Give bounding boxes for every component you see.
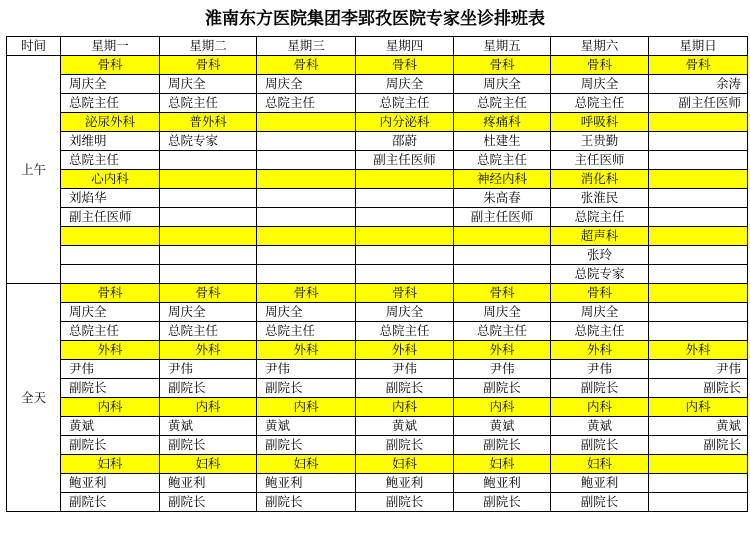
schedule-cell [356,208,454,227]
department-row [7,170,748,189]
schedule-cell: 副院长 [356,436,454,455]
schedule-cell: 副院长 [454,436,551,455]
table-row [7,493,748,512]
schedule-body [7,56,748,512]
department-cell [356,227,454,246]
department-cell: 骨科 [257,56,356,75]
header-thursday: 星期四 [356,37,454,56]
schedule-cell [649,303,748,322]
department-cell: 内科 [257,398,356,417]
department-cell: 妇科 [160,455,257,474]
schedule-cell: 鲍亚利 [551,474,649,493]
department-cell [649,284,748,303]
department-cell: 骨科 [356,56,454,75]
schedule-cell [257,189,356,208]
schedule-cell: 鲍亚利 [257,474,356,493]
table-row [7,474,748,493]
schedule-cell: 副院长 [454,493,551,512]
schedule-cell: 尹伟 [61,360,160,379]
schedule-cell: 总院主任 [257,322,356,341]
table-row [7,189,748,208]
schedule-cell: 尹伟 [649,360,748,379]
schedule-cell: 刘维明 [61,132,160,151]
schedule-cell: 副院长 [649,379,748,398]
department-cell: 骨科 [551,284,649,303]
schedule-cell [356,265,454,284]
schedule-cell: 周庆全 [257,303,356,322]
header-row [7,37,748,56]
schedule-cell: 副院长 [454,379,551,398]
schedule-cell [160,265,257,284]
department-row [7,56,748,75]
schedule-cell: 邵蔚 [356,132,454,151]
department-cell: 骨科 [160,284,257,303]
schedule-cell: 黄斌 [649,417,748,436]
department-cell: 外科 [160,341,257,360]
table-row [7,208,748,227]
schedule-cell [356,246,454,265]
department-cell: 消化科 [551,170,649,189]
department-cell [649,455,748,474]
department-cell [160,170,257,189]
schedule-cell: 鲍亚利 [356,474,454,493]
schedule-cell: 总院主任 [551,208,649,227]
department-cell [649,113,748,132]
department-cell [454,227,551,246]
department-cell [61,227,160,246]
schedule-cell: 总院主任 [61,322,160,341]
schedule-cell [257,208,356,227]
schedule-cell: 尹伟 [257,360,356,379]
schedule-cell [649,151,748,170]
department-cell [160,227,257,246]
department-cell: 外科 [257,341,356,360]
schedule-cell: 鲍亚利 [160,474,257,493]
schedule-cell: 总院主任 [160,94,257,113]
table-row [7,132,748,151]
department-cell: 外科 [356,341,454,360]
schedule-cell: 黄斌 [61,417,160,436]
department-cell: 内分泌科 [356,113,454,132]
schedule-cell [649,132,748,151]
department-cell: 骨科 [649,56,748,75]
schedule-cell: 总院主任 [551,322,649,341]
header-time: 时间 [7,37,61,56]
schedule-cell: 总院主任 [551,94,649,113]
schedule-cell: 周庆全 [160,75,257,94]
schedule-cell: 总院主任 [160,322,257,341]
department-cell: 疼痛科 [454,113,551,132]
schedule-cell: 张玲 [551,246,649,265]
schedule-cell: 副院长 [551,493,649,512]
schedule-cell: 副院长 [551,379,649,398]
schedule-cell [257,246,356,265]
schedule-cell: 副院长 [160,493,257,512]
schedule-cell: 总院主任 [454,151,551,170]
table-row [7,94,748,113]
header-wednesday: 星期三 [257,37,356,56]
schedule-cell: 周庆全 [551,303,649,322]
table-row [7,265,748,284]
session-label: 全天 [7,284,61,512]
department-cell: 外科 [551,341,649,360]
table-row [7,303,748,322]
schedule-cell [160,189,257,208]
schedule-cell: 黄斌 [257,417,356,436]
schedule-cell [649,474,748,493]
schedule-cell: 总院主任 [257,94,356,113]
schedule-cell [454,246,551,265]
department-cell: 妇科 [551,455,649,474]
header-monday: 星期一 [61,37,160,56]
department-row [7,284,748,303]
department-cell: 骨科 [454,284,551,303]
department-row [7,398,748,417]
schedule-cell: 副院长 [61,493,160,512]
department-cell [257,227,356,246]
schedule-cell [61,265,160,284]
schedule-cell: 尹伟 [356,360,454,379]
department-cell: 妇科 [454,455,551,474]
schedule-cell [649,265,748,284]
schedule-cell: 周庆全 [454,303,551,322]
header-sunday: 星期日 [649,37,748,56]
department-cell: 神经内科 [454,170,551,189]
schedule-cell [160,208,257,227]
department-cell [257,170,356,189]
table-row [7,417,748,436]
schedule-cell [356,189,454,208]
schedule-cell: 副院长 [257,379,356,398]
schedule-cell: 副院长 [61,379,160,398]
schedule-cell: 副院长 [551,436,649,455]
department-cell: 内科 [551,398,649,417]
schedule-cell: 副主任医师 [649,94,748,113]
schedule-cell: 黄斌 [160,417,257,436]
schedule-cell: 杜建生 [454,132,551,151]
schedule-cell: 总院主任 [356,322,454,341]
department-cell: 妇科 [356,455,454,474]
department-cell: 外科 [61,341,160,360]
department-cell: 妇科 [257,455,356,474]
session-label: 上午 [7,56,61,284]
department-row [7,341,748,360]
department-cell [356,170,454,189]
schedule-cell: 鲍亚利 [454,474,551,493]
department-cell: 内科 [356,398,454,417]
department-cell: 骨科 [61,56,160,75]
schedule-cell: 周庆全 [356,75,454,94]
department-cell [649,170,748,189]
schedule-cell [160,246,257,265]
header-saturday: 星期六 [551,37,649,56]
schedule-cell: 副院长 [356,493,454,512]
schedule-table [6,36,748,512]
schedule-cell [257,265,356,284]
table-row [7,436,748,455]
schedule-cell: 副院长 [160,379,257,398]
department-row [7,113,748,132]
schedule-cell: 总院主任 [454,322,551,341]
department-cell: 外科 [649,341,748,360]
department-cell [257,113,356,132]
schedule-cell: 黄斌 [356,417,454,436]
department-cell: 骨科 [551,56,649,75]
schedule-cell: 刘焰华 [61,189,160,208]
schedule-cell [257,132,356,151]
schedule-cell [257,151,356,170]
schedule-cell [61,246,160,265]
table-row [7,379,748,398]
schedule-cell: 副主任医师 [61,208,160,227]
schedule-cell [649,493,748,512]
schedule-cell: 黄斌 [551,417,649,436]
schedule-cell: 余涛 [649,75,748,94]
department-cell: 泌尿外科 [61,113,160,132]
schedule-cell: 总院专家 [551,265,649,284]
schedule-cell: 副院长 [356,379,454,398]
department-cell: 内科 [61,398,160,417]
table-row [7,246,748,265]
schedule-cell: 主任医师 [551,151,649,170]
page-title: 淮南东方医院集团李郢孜医院专家坐诊排班表 [205,9,545,29]
schedule-cell [454,265,551,284]
department-row [7,455,748,474]
schedule-cell: 尹伟 [551,360,649,379]
department-cell: 内科 [454,398,551,417]
department-cell: 内科 [160,398,257,417]
schedule-cell: 尹伟 [160,360,257,379]
schedule-cell: 周庆全 [257,75,356,94]
department-row [7,227,748,246]
table-row [7,360,748,379]
schedule-cell: 王贵勤 [551,132,649,151]
schedule-cell [649,189,748,208]
schedule-cell: 周庆全 [160,303,257,322]
department-cell: 骨科 [454,56,551,75]
schedule-cell: 黄斌 [454,417,551,436]
schedule-cell: 周庆全 [454,75,551,94]
schedule-cell: 周庆全 [356,303,454,322]
schedule-cell: 总院主任 [356,94,454,113]
schedule-cell: 总院主任 [454,94,551,113]
department-cell: 骨科 [61,284,160,303]
department-cell: 骨科 [160,56,257,75]
schedule-cell [649,246,748,265]
department-cell [649,227,748,246]
table-row [7,151,748,170]
department-cell: 呼吸科 [551,113,649,132]
schedule-cell [649,208,748,227]
schedule-cell [160,151,257,170]
department-cell: 内科 [649,398,748,417]
header-friday: 星期五 [454,37,551,56]
schedule-cell: 总院主任 [61,94,160,113]
schedule-cell: 周庆全 [61,75,160,94]
schedule-cell: 副院长 [61,436,160,455]
header-tuesday: 星期二 [160,37,257,56]
schedule-cell: 副主任医师 [454,208,551,227]
schedule-cell: 总院专家 [160,132,257,151]
department-cell: 妇科 [61,455,160,474]
schedule-cell: 总院主任 [61,151,160,170]
department-cell: 普外科 [160,113,257,132]
schedule-cell: 鲍亚利 [61,474,160,493]
department-cell: 外科 [454,341,551,360]
schedule-cell: 周庆全 [61,303,160,322]
department-cell: 骨科 [356,284,454,303]
schedule-cell: 副主任医师 [356,151,454,170]
schedule-cell: 张淮民 [551,189,649,208]
table-row [7,75,748,94]
schedule-cell: 周庆全 [551,75,649,94]
schedule-cell [649,322,748,341]
department-cell: 心内科 [61,170,160,189]
schedule-cell: 副院长 [257,436,356,455]
schedule-cell: 副院长 [649,436,748,455]
table-row [7,322,748,341]
schedule-cell: 副院长 [160,436,257,455]
schedule-cell: 副院长 [257,493,356,512]
schedule-cell: 朱高春 [454,189,551,208]
department-cell: 骨科 [257,284,356,303]
department-cell: 超声科 [551,227,649,246]
schedule-cell: 尹伟 [454,360,551,379]
